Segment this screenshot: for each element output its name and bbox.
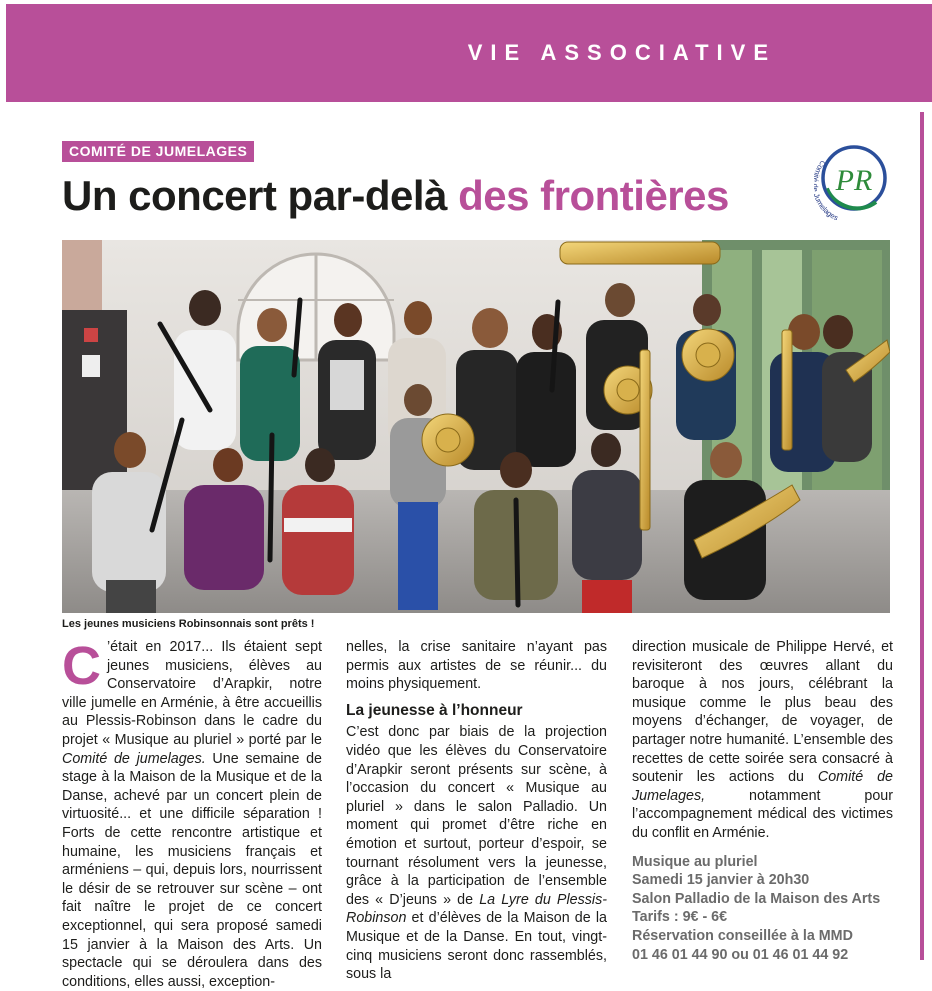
event-phones: 01 46 01 44 90 ou 01 46 01 44 92 [632,946,849,963]
col2-italic: La Lyre du Plessis-Robinson [346,891,607,927]
event-name: Musique au pluriel [632,853,758,870]
logo-text: Co melages [814,158,840,220]
col2-text-c: et d’élèves de la Maison de la Musique et de la Danse. En tout, vingt-cinq musiciens seront donc rassemblés, sous la [346,910,607,983]
event-venue: Salon Palladio de la Maison des Arts [632,890,881,907]
col1-text-b: Une semaine de stage à la Maison de la Musique et de la Danse, achevé par un concert plein de virtuosité... et une difficile séparation ! Forts de cette rencontre artistique et humaine, les musiciens français et arméniens – qui, depuis lors, nourrissent le désir de se retrouver sur scène – ont fait naître le projet de ce concert exceptionnel, qui sera proposé samedi 15 janvier à la Maison des Arts. Un spectacle qui se déroulera dans des conditions, elles aussi, exception- [62,750,322,990]
drop-cap: C [62,636,101,696]
col1-italic: Comité de jumelages. [62,750,206,767]
logo-initials: PR [835,164,873,197]
section-header-band [6,4,932,102]
col2-text-a: nelles, la crise sanitaire n’ayant pas permis aux artistes de se réunir... du moins physiquement. [346,639,607,693]
page-edge-rule [920,112,924,960]
photo-caption: Les jeunes musiciens Robinsonnais sont prêts ! [62,618,315,630]
event-info-box [632,853,893,965]
article-column-1 [62,638,322,991]
event-prices: Tarifs : 9€ - 6€ [632,909,728,926]
concert-photo [62,240,890,613]
jumelages-logo [814,140,894,220]
section-title: VIE ASSOCIATIVE [467,40,776,65]
headline-highlight: des frontières [458,172,729,219]
col3-text-a: direction musicale de Philippe Hervé, et revisiteront des œuvres allant du baroque à nos jours, célébrant la musique comme le plus beau des moyens d’échanger, de voyager, de partager notre humanité. L’ensemble des recettes de cette soirée sera consacré à soutenir les actions du [632,639,893,786]
article-column-3 [632,638,893,964]
article-subheading: La jeunesse à l’honneur [346,701,523,719]
col1-text-a: ’était en 2017... Ils étaient sept jeunes musiciens, élèves au Conservatoire d’Arapkir, notre ville jumelle en Arménie, à être accueillis au Plessis-Robinson dans le cadre du projet « Musique au pluriel » porté par le [62,639,322,748]
event-date: Samedi 15 janvier à 20h30 [632,872,810,889]
article-column-2 [346,638,607,984]
col3-italic: Comité de Jumelages, [632,769,893,804]
col2-text-b: C’est donc par biais de la projection vidéo que les élèves du Conservatoire d’Arapkir seront présents sur scène, à l’occasion du concert « Musique au pluriel » dans le salon Palladio. Un moment qui promet d’être riche en émotion et surtout, porteur d’espoir, se tournant résolument vers la jeunesse, grâce à la participation de l’ensemble des « D’jeuns » de [346,724,607,908]
col3-text-b: notamment pour l’accompagnement médical des victimes du conflit en Arménie. [632,787,893,841]
article-headline [62,172,729,220]
headline-part1: Un concert par-delà [62,172,459,219]
category-kicker: COMITÉ DE JUMELAGES [62,141,254,162]
event-booking: Réservation conseillée à la MMD [632,927,853,944]
